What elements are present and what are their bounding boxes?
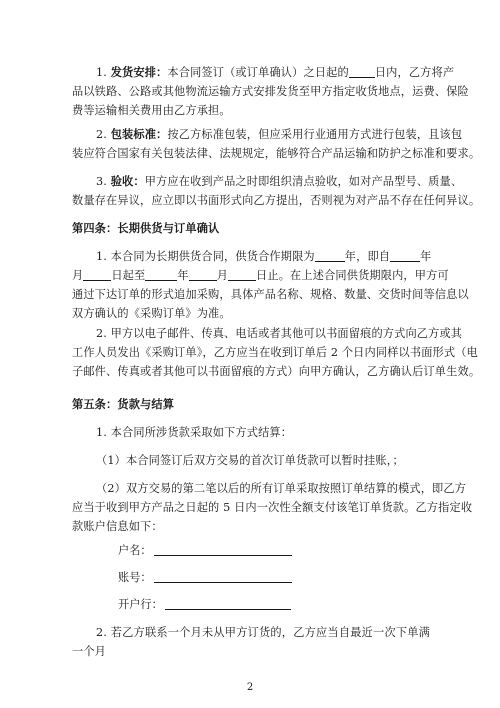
subsequent-orders-clause	[72, 479, 473, 536]
bank-blank	[165, 597, 291, 610]
clause-heading: 发货安排：	[110, 65, 168, 79]
clause-line: 应当于收到甲方产品之日起的 5 日内一次性全额支付该笔订单货款。乙方指定收	[72, 501, 473, 514]
section-5-title: 第五条：货款与结算	[72, 397, 175, 411]
account-number-label: 账号：	[118, 571, 152, 584]
clause-heading: 包装标准：	[110, 127, 168, 141]
packaging-standard-clause	[72, 125, 481, 163]
delivery-arrangement-clause	[72, 63, 469, 120]
blank-years	[315, 249, 345, 262]
clause-text: 日起至	[111, 269, 146, 282]
clause-text: 按乙方标准包装，但应采用行业通用方式进行包装，且该包	[167, 128, 463, 141]
first-order-credit-clause: （1）本合同签订后双方交易的首次订单货款可以暂时挂账，；	[96, 454, 404, 467]
page-number: 2	[246, 682, 254, 693]
clause-text: 月	[72, 269, 84, 282]
clause-text: 甲方应在收到产品之时即组织清点验收，如对产品型号、质量、	[144, 175, 463, 188]
no-order-clause: 2. 若乙方联系一个月未从甲方订货的，乙方应当自最近一次下单满一个月	[72, 626, 430, 658]
clause-text: 年	[177, 269, 189, 282]
bank-label: 开户行：	[118, 598, 163, 611]
clause-line: （2）双方交易的第二笔以后的所有订单采取按照订单结算的模式，即乙方	[96, 482, 467, 495]
acceptance-clause	[72, 172, 481, 210]
bank-row	[118, 596, 291, 614]
clause-line: 费等运输相关费用由乙方承担。	[72, 104, 231, 117]
clause-line: 双方确认的《采购订单》为准。	[72, 307, 231, 320]
account-number-blank	[154, 570, 292, 583]
section-4-title: 第四条：长期供货与订单确认	[72, 221, 220, 235]
account-name-blank	[154, 543, 292, 556]
clause-line: 装应符合国家有关包装法律、法规规定，能够符合产品运输和防护之标准和要求。	[72, 147, 481, 160]
clause-line: 工作人员发出《采购订单》，乙方应当在收到订单后 2 个日内同样以书面形式（电	[72, 346, 478, 359]
account-number-row	[118, 569, 292, 587]
clause-line: 品以铁路、公路或其他物流运输方式安排发货至甲方指定收货地点，运费、保险	[72, 85, 469, 98]
clause-line	[72, 172, 463, 191]
blank-end-year	[145, 268, 177, 281]
clause-line: 数量存在异议，应立即以书面形式向乙方提出，否则视为对产品不存在任何异议。	[72, 194, 481, 207]
clause-text: 1. 本合同为长期供货合同，供货合作期限为	[96, 250, 315, 263]
clause-text: 日止。在上述合同供货期限内，甲方可	[256, 269, 449, 282]
clause-line: 通过下达订单的形式追加采购，具体产品名称、规格、数量、交货时间等信息以	[72, 288, 469, 301]
clause-text: 日内，乙方将产	[374, 66, 455, 79]
long-term-supply-clause	[72, 247, 469, 323]
clause-text: 月	[216, 269, 229, 282]
settlement-clause: 1. 本合同所涉货款采取如下方式结算：	[96, 426, 293, 439]
purchase-order-clause	[72, 324, 481, 381]
blank-days	[349, 65, 375, 78]
clause-number: 3.	[96, 175, 107, 188]
clause-line: 2. 甲方以电子邮件、传真、电话或者其他可以书面留痕的方式向乙方或其	[96, 327, 463, 340]
blank-start-year	[390, 249, 420, 262]
clause-text: 本合同签订（或订单确认）之日起的	[167, 66, 349, 79]
clause-line: 子邮件、传真或者其他可以书面留痕的方式）向甲方确认，乙方确认后订单生效。	[72, 365, 481, 378]
clause-text: 年，即自	[344, 250, 391, 263]
account-name-row	[118, 542, 292, 560]
blank-end-day	[228, 268, 256, 281]
account-name-label: 户名：	[118, 544, 152, 557]
clause-text: 年	[420, 250, 432, 263]
clause-number: 1.	[96, 66, 107, 79]
clause-line	[72, 266, 449, 285]
clause-line	[72, 63, 455, 82]
clause-line	[72, 247, 430, 266]
clause-heading: 验收：	[110, 174, 145, 188]
blank-end-month	[189, 268, 217, 281]
blank-start-month	[83, 268, 111, 281]
clause-line	[72, 125, 463, 144]
clause-number: 2.	[96, 128, 107, 141]
clause-line: 款账户信息如下：	[72, 520, 163, 533]
